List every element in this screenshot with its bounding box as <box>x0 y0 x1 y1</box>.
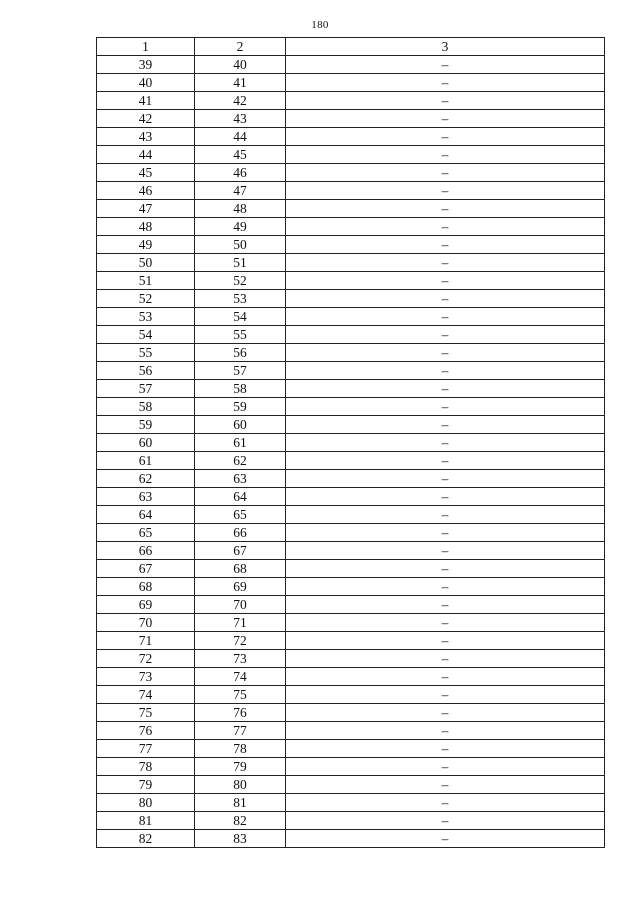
table-cell-col-1: 41 <box>97 92 195 110</box>
table-cell-col-3: – <box>286 632 605 650</box>
table-row <box>97 218 605 236</box>
table-cell-col-3: – <box>286 344 605 362</box>
table-row <box>97 308 605 326</box>
table-cell-col-1: 55 <box>97 344 195 362</box>
table-cell-col-3: – <box>286 416 605 434</box>
table-cell-col-2: 83 <box>195 830 286 848</box>
table-cell-col-2: 63 <box>195 470 286 488</box>
table-row <box>97 236 605 254</box>
table-cell-col-3: – <box>286 740 605 758</box>
table-cell-col-3: – <box>286 794 605 812</box>
table-row <box>97 110 605 128</box>
table-cell-col-1: 39 <box>97 56 195 74</box>
table-cell-col-1: 66 <box>97 542 195 560</box>
table-cell-col-2: 45 <box>195 146 286 164</box>
table-cell-col-2: 44 <box>195 128 286 146</box>
table-cell-col-1: 61 <box>97 452 195 470</box>
table-cell-col-3: – <box>286 470 605 488</box>
table-cell-col-3: – <box>286 434 605 452</box>
table-row <box>97 722 605 740</box>
table-cell-col-3: – <box>286 56 605 74</box>
table-row <box>97 614 605 632</box>
table-cell-col-3: – <box>286 164 605 182</box>
table-cell-col-1: 62 <box>97 470 195 488</box>
table-cell-col-1: 43 <box>97 128 195 146</box>
table-cell-col-3: – <box>286 182 605 200</box>
table-row <box>97 686 605 704</box>
table-row <box>97 272 605 290</box>
table-row <box>97 632 605 650</box>
table-cell-col-3: – <box>286 290 605 308</box>
table-cell-col-1: 57 <box>97 380 195 398</box>
table-cell-col-2: 51 <box>195 254 286 272</box>
table-cell-col-2: 50 <box>195 236 286 254</box>
table-cell-col-3: – <box>286 308 605 326</box>
table-row <box>97 470 605 488</box>
table-cell-col-2: 57 <box>195 362 286 380</box>
table-cell-col-1: 48 <box>97 218 195 236</box>
table-cell-col-3: – <box>286 614 605 632</box>
table-cell-col-2: 81 <box>195 794 286 812</box>
table-row <box>97 812 605 830</box>
table-cell-col-3: – <box>286 200 605 218</box>
table-row <box>97 380 605 398</box>
table-cell-col-1: 65 <box>97 524 195 542</box>
table-cell-col-3: – <box>286 92 605 110</box>
table-cell-col-2: 46 <box>195 164 286 182</box>
table-cell-col-3: – <box>286 218 605 236</box>
table-body <box>97 56 605 848</box>
table-row <box>97 524 605 542</box>
table-cell-col-1: 54 <box>97 326 195 344</box>
table-cell-col-2: 65 <box>195 506 286 524</box>
table-cell-col-1: 58 <box>97 398 195 416</box>
table-cell-col-2: 76 <box>195 704 286 722</box>
table-cell-col-3: – <box>286 146 605 164</box>
table-row <box>97 416 605 434</box>
table-cell-col-3: – <box>286 722 605 740</box>
table-cell-col-3: – <box>286 398 605 416</box>
table-cell-col-3: – <box>286 596 605 614</box>
table-cell-col-2: 67 <box>195 542 286 560</box>
table-cell-col-1: 80 <box>97 794 195 812</box>
table-cell-col-1: 72 <box>97 650 195 668</box>
table-cell-col-2: 69 <box>195 578 286 596</box>
table-row <box>97 254 605 272</box>
table-row <box>97 758 605 776</box>
table-cell-col-3: – <box>286 110 605 128</box>
table-cell-col-3: – <box>286 380 605 398</box>
table-row <box>97 830 605 848</box>
table-cell-col-3: – <box>286 686 605 704</box>
table-cell-col-2: 73 <box>195 650 286 668</box>
table-cell-col-3: – <box>286 488 605 506</box>
table-cell-col-3: – <box>286 542 605 560</box>
table-row <box>97 740 605 758</box>
table-cell-col-2: 61 <box>195 434 286 452</box>
table-cell-col-2: 79 <box>195 758 286 776</box>
table-row <box>97 128 605 146</box>
table-row <box>97 488 605 506</box>
table-cell-col-2: 43 <box>195 110 286 128</box>
table-cell-col-3: – <box>286 254 605 272</box>
table-cell-col-2: 40 <box>195 56 286 74</box>
table-cell-col-2: 70 <box>195 596 286 614</box>
table-cell-col-1: 73 <box>97 668 195 686</box>
table-row <box>97 704 605 722</box>
table-cell-col-2: 77 <box>195 722 286 740</box>
table-row <box>97 398 605 416</box>
table-row <box>97 164 605 182</box>
table-cell-col-2: 62 <box>195 452 286 470</box>
table-cell-col-1: 46 <box>97 182 195 200</box>
table-row <box>97 542 605 560</box>
table-cell-col-3: – <box>286 236 605 254</box>
table-row <box>97 74 605 92</box>
table-cell-col-1: 68 <box>97 578 195 596</box>
table-cell-col-1: 47 <box>97 200 195 218</box>
table-cell-col-2: 64 <box>195 488 286 506</box>
table-cell-col-1: 81 <box>97 812 195 830</box>
table-cell-col-3: – <box>286 452 605 470</box>
page-number: 180 <box>311 19 329 31</box>
table-row <box>97 506 605 524</box>
table-row <box>97 290 605 308</box>
table-row <box>97 452 605 470</box>
table-cell-col-3: – <box>286 74 605 92</box>
table-cell-col-1: 67 <box>97 560 195 578</box>
table-row <box>97 344 605 362</box>
table-cell-col-1: 45 <box>97 164 195 182</box>
table-cell-col-1: 44 <box>97 146 195 164</box>
table-cell-col-2: 80 <box>195 776 286 794</box>
table-cell-col-1: 70 <box>97 614 195 632</box>
table-cell-col-3: – <box>286 668 605 686</box>
table-cell-col-2: 55 <box>195 326 286 344</box>
table-cell-col-3: – <box>286 776 605 794</box>
table-cell-col-1: 53 <box>97 308 195 326</box>
column-header-3: 3 <box>286 38 605 56</box>
table-cell-col-3: – <box>286 650 605 668</box>
data-table <box>96 37 605 848</box>
table-cell-col-2: 71 <box>195 614 286 632</box>
table-cell-col-3: – <box>286 830 605 848</box>
table-cell-col-3: – <box>286 506 605 524</box>
table-cell-col-2: 60 <box>195 416 286 434</box>
table-cell-col-3: – <box>286 128 605 146</box>
table-row <box>97 578 605 596</box>
table-cell-col-1: 42 <box>97 110 195 128</box>
table-cell-col-2: 72 <box>195 632 286 650</box>
table-row <box>97 56 605 74</box>
table-cell-col-1: 59 <box>97 416 195 434</box>
table-cell-col-2: 41 <box>195 74 286 92</box>
table-cell-col-2: 47 <box>195 182 286 200</box>
column-header-1: 1 <box>97 38 195 56</box>
table-cell-col-1: 71 <box>97 632 195 650</box>
table-cell-col-3: – <box>286 272 605 290</box>
table-cell-col-1: 40 <box>97 74 195 92</box>
table-row <box>97 182 605 200</box>
table-cell-col-1: 74 <box>97 686 195 704</box>
table-cell-col-3: – <box>286 560 605 578</box>
table-cell-col-3: – <box>286 524 605 542</box>
table-cell-col-1: 56 <box>97 362 195 380</box>
table-row <box>97 362 605 380</box>
table-cell-col-1: 50 <box>97 254 195 272</box>
table-cell-col-1: 76 <box>97 722 195 740</box>
table-cell-col-2: 68 <box>195 560 286 578</box>
table-cell-col-2: 54 <box>195 308 286 326</box>
table-cell-col-2: 66 <box>195 524 286 542</box>
table-cell-col-1: 63 <box>97 488 195 506</box>
table-cell-col-2: 59 <box>195 398 286 416</box>
table-header <box>97 38 605 56</box>
table-row <box>97 146 605 164</box>
table-cell-col-3: – <box>286 578 605 596</box>
table-row <box>97 92 605 110</box>
table-row <box>97 434 605 452</box>
table-cell-col-1: 78 <box>97 758 195 776</box>
table-cell-col-1: 77 <box>97 740 195 758</box>
table-cell-col-3: – <box>286 704 605 722</box>
table-cell-col-3: – <box>286 326 605 344</box>
table-row <box>97 326 605 344</box>
table-cell-col-1: 79 <box>97 776 195 794</box>
table-row <box>97 668 605 686</box>
table-row <box>97 650 605 668</box>
table-cell-col-1: 64 <box>97 506 195 524</box>
table-row <box>97 794 605 812</box>
table-cell-col-1: 82 <box>97 830 195 848</box>
table-cell-col-1: 51 <box>97 272 195 290</box>
table-cell-col-2: 58 <box>195 380 286 398</box>
table-cell-col-2: 78 <box>195 740 286 758</box>
table-cell-col-1: 60 <box>97 434 195 452</box>
table-cell-col-2: 42 <box>195 92 286 110</box>
table-cell-col-2: 75 <box>195 686 286 704</box>
table-cell-col-2: 56 <box>195 344 286 362</box>
table-cell-col-2: 48 <box>195 200 286 218</box>
table-cell-col-2: 52 <box>195 272 286 290</box>
table-cell-col-2: 49 <box>195 218 286 236</box>
table-cell-col-1: 52 <box>97 290 195 308</box>
table-cell-col-1: 49 <box>97 236 195 254</box>
table-row <box>97 560 605 578</box>
table-cell-col-3: – <box>286 362 605 380</box>
header-row <box>97 38 605 56</box>
table-cell-col-3: – <box>286 758 605 776</box>
table-cell-col-3: – <box>286 812 605 830</box>
table-cell-col-2: 74 <box>195 668 286 686</box>
table-row <box>97 776 605 794</box>
table-cell-col-2: 53 <box>195 290 286 308</box>
table-cell-col-1: 75 <box>97 704 195 722</box>
table-row <box>97 596 605 614</box>
table-row <box>97 200 605 218</box>
column-header-2: 2 <box>195 38 286 56</box>
table-cell-col-1: 69 <box>97 596 195 614</box>
table-cell-col-2: 82 <box>195 812 286 830</box>
